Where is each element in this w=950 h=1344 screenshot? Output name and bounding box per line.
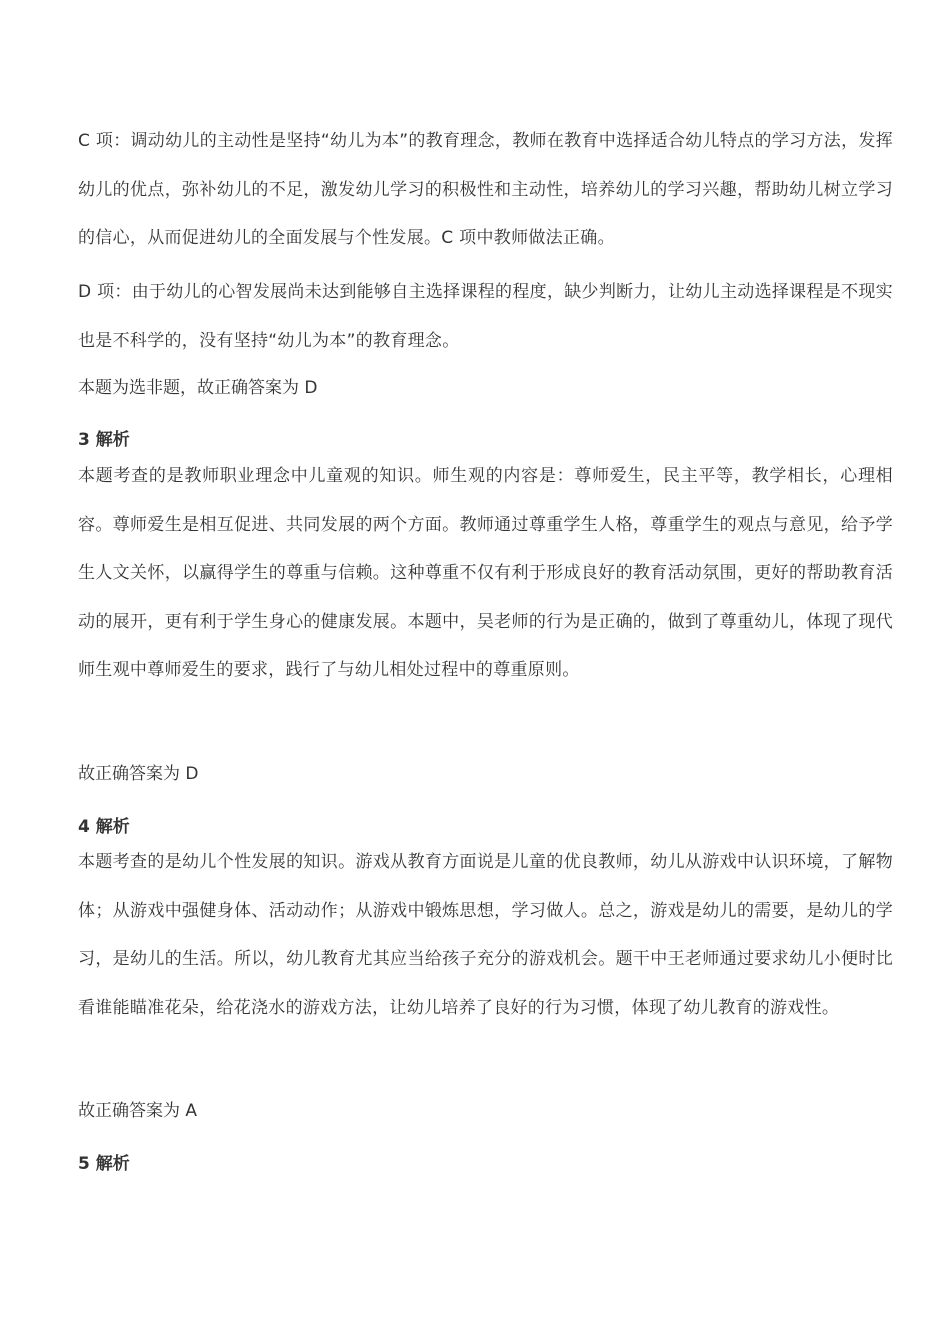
option-c-explanation: C 项：调动幼儿的主动性是坚持“幼儿为本”的教育理念，教师在教育中选择适合幼儿特点的学习方法，发挥幼儿的优点，弥补幼儿的不足，激发幼儿学习的积极性和主动性，培养幼儿的学习兴趣，帮助幼儿树立学习的信心，从而促进幼儿的全面发展与个性发展。C 项中教师做法正确。	[78, 131, 893, 248]
q4-answer: 故正确答案为 A	[78, 1101, 198, 1121]
q2-answer: 本题为选非题，故正确答案为 D	[78, 378, 318, 398]
q3-explanation: 本题考查的是教师职业理念中儿童观的知识。师生观的内容是：尊师爱生，民主平等，教学相长，心理相容。尊师爱生是相互促进、共同发展的两个方面。教师通过尊重学生人格，尊重学生的观点与意见，给予学生人文关怀，以赢得学生的尊重与信赖。这种尊重不仅有利于形成良好的教育活动氛围，更好的帮助教育活动的展开，更有利于学生身心的健康发展。本题中，吴老师的行为是正确的，做到了尊重幼儿，体现了现代师生观中尊师爱生的要求，践行了与幼儿相处过程中的尊重原则。	[78, 466, 893, 680]
q3-heading: 3 解析	[78, 430, 130, 450]
q4-heading: 4 解析	[78, 817, 130, 837]
option-d-explanation: D 项：由于幼儿的心智发展尚未达到能够自主选择课程的程度，缺少判断力，让幼儿主动选择课程是不现实也是不科学的，没有坚持“幼儿为本”的教育理念。	[78, 282, 893, 351]
q3-answer: 故正确答案为 D	[78, 764, 199, 784]
q4-explanation: 本题考查的是幼儿个性发展的知识。游戏从教育方面说是儿童的优良教师，幼儿从游戏中认识环境，了解物体；从游戏中强健身体、活动动作；从游戏中锻炼思想，学习做人。总之，游戏是幼儿的需要，是幼儿的学习，是幼儿的生活。所以，幼儿教育尤其应当给孩子充分的游戏机会。题干中王老师通过要求幼儿小便时比看谁能瞄准花朵，给花浇水的游戏方法，让幼儿培养了良好的行为习惯，体现了幼儿教育的游戏性。	[78, 852, 893, 1018]
q5-heading: 5 解析	[78, 1154, 130, 1174]
